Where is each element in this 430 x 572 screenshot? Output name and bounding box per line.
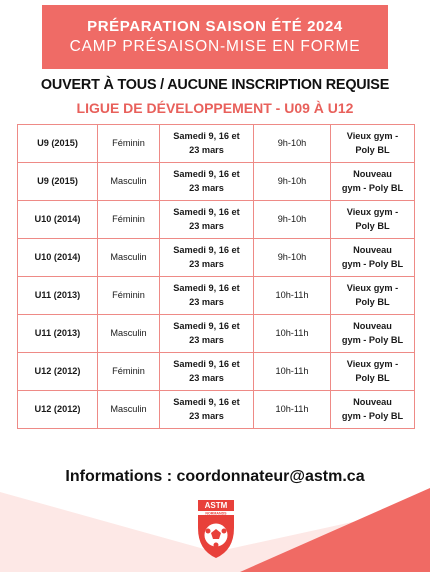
age-cell-text: U10 (2014) xyxy=(34,251,81,262)
subtitle: OUVERT À TOUS / AUCUNE INSCRIPTION REQUISE xyxy=(40,77,390,93)
date-cell-text: 23 mars xyxy=(189,372,224,383)
date-cell xyxy=(160,239,254,277)
date-cell-text: Samedi 9, 16 et xyxy=(173,321,240,332)
location-cell xyxy=(331,353,415,391)
time-cell-text: 9h-10h xyxy=(277,251,307,262)
date-cell xyxy=(160,315,254,353)
age-cell-text: U11 (2013) xyxy=(34,289,81,300)
date-cell-text: 23 mars xyxy=(189,220,224,231)
age-cell-text: U10 (2014) xyxy=(34,213,81,224)
location-cell-text: Nouveau xyxy=(353,169,392,180)
gender-cell xyxy=(98,125,160,163)
date-cell-text: 23 mars xyxy=(189,296,224,307)
location-cell-text: Vieux gym - xyxy=(346,283,399,294)
location-cell xyxy=(331,163,415,201)
date-cell-text: Samedi 9, 16 et xyxy=(173,207,240,218)
location-cell-text: Poly BL xyxy=(355,296,390,307)
date-cell-text: Samedi 9, 16 et xyxy=(173,169,240,180)
location-cell xyxy=(331,315,415,353)
club-crest-logo xyxy=(196,498,236,560)
location-cell-text: gym - Poly BL xyxy=(341,410,404,421)
time-cell xyxy=(254,277,331,315)
schedule-table xyxy=(17,124,415,429)
table-row xyxy=(18,163,415,201)
gender-cell xyxy=(98,277,160,315)
date-cell-text: Samedi 9, 16 et xyxy=(173,245,240,256)
gender-cell xyxy=(98,315,160,353)
gender-cell-text: Masculin xyxy=(110,251,147,262)
time-cell xyxy=(254,353,331,391)
location-cell-text: gym - Poly BL xyxy=(341,334,404,345)
age-cell xyxy=(18,163,98,201)
table-row xyxy=(18,391,415,429)
age-cell xyxy=(18,125,98,163)
time-cell xyxy=(254,163,331,201)
age-cell-text: U9 (2015) xyxy=(37,137,78,148)
location-cell-text: gym - Poly BL xyxy=(341,182,404,193)
gender-cell-text: Féminin xyxy=(112,137,145,148)
gender-cell-text: Masculin xyxy=(110,327,147,338)
time-cell-text: 10h-11h xyxy=(275,289,309,300)
location-cell-text: Vieux gym - xyxy=(346,131,399,142)
location-cell-text: Vieux gym - xyxy=(346,359,399,370)
date-cell xyxy=(160,125,254,163)
title-banner xyxy=(42,5,388,69)
logo-text-2: NORMANDS xyxy=(205,511,227,516)
date-cell-text: Samedi 9, 16 et xyxy=(173,131,240,142)
date-cell-text: 23 mars xyxy=(189,334,224,345)
time-cell xyxy=(254,315,331,353)
age-cell-text: U12 (2012) xyxy=(34,403,81,414)
table-row xyxy=(18,277,415,315)
date-cell-text: Samedi 9, 16 et xyxy=(173,397,240,408)
date-cell-text: Samedi 9, 16 et xyxy=(173,283,240,294)
gender-cell-text: Féminin xyxy=(112,365,145,376)
time-cell-text: 9h-10h xyxy=(277,137,307,148)
location-cell xyxy=(331,391,415,429)
date-cell xyxy=(160,391,254,429)
time-cell-text: 10h-11h xyxy=(275,403,309,414)
date-cell xyxy=(160,277,254,315)
location-cell-text: Nouveau xyxy=(353,397,392,408)
date-cell xyxy=(160,353,254,391)
date-cell-text: 23 mars xyxy=(189,182,224,193)
age-cell-text: U9 (2015) xyxy=(37,175,78,186)
location-cell-text: Poly BL xyxy=(355,144,390,155)
table-row xyxy=(18,239,415,277)
location-cell-text: Poly BL xyxy=(355,220,390,231)
time-cell xyxy=(254,391,331,429)
time-cell-text: 10h-11h xyxy=(275,365,309,376)
age-cell xyxy=(18,391,98,429)
gender-cell-text: Masculin xyxy=(110,403,147,414)
location-cell xyxy=(331,239,415,277)
time-cell xyxy=(254,239,331,277)
age-cell xyxy=(18,239,98,277)
age-cell-text: U11 (2013) xyxy=(34,327,81,338)
location-cell-text: Nouveau xyxy=(353,245,392,256)
date-cell-text: Samedi 9, 16 et xyxy=(173,359,240,370)
gender-cell-text: Féminin xyxy=(112,289,145,300)
time-cell-text: 9h-10h xyxy=(277,213,307,224)
gender-cell xyxy=(98,201,160,239)
table-row xyxy=(18,201,415,239)
age-cell xyxy=(18,353,98,391)
time-cell-text: 10h-11h xyxy=(275,327,309,338)
gender-cell xyxy=(98,239,160,277)
contact-info: Informations : coordonnateur@astm.ca xyxy=(65,468,365,485)
title-line-1: PRÉPARATION SAISON ÉTÉ 2024 xyxy=(87,18,343,35)
location-cell-text: gym - Poly BL xyxy=(341,258,404,269)
time-cell xyxy=(254,125,331,163)
title-line-2: CAMP PRÉSAISON-MISE EN FORME xyxy=(69,38,361,55)
gender-cell xyxy=(98,163,160,201)
table-row xyxy=(18,315,415,353)
age-cell xyxy=(18,315,98,353)
location-cell-text: Poly BL xyxy=(355,372,390,383)
location-cell-text: Nouveau xyxy=(353,321,392,332)
table-row xyxy=(18,125,415,163)
location-cell xyxy=(331,125,415,163)
location-cell xyxy=(331,201,415,239)
table-row xyxy=(18,353,415,391)
date-cell-text: 23 mars xyxy=(189,410,224,421)
gender-cell-text: Masculin xyxy=(110,175,147,186)
time-cell xyxy=(254,201,331,239)
location-cell xyxy=(331,277,415,315)
date-cell-text: 23 mars xyxy=(189,258,224,269)
age-cell xyxy=(18,277,98,315)
gender-cell xyxy=(98,353,160,391)
date-cell-text: 23 mars xyxy=(189,144,224,155)
date-cell xyxy=(160,163,254,201)
time-cell-text: 9h-10h xyxy=(277,175,307,186)
league-title: LIGUE DE DÉVELOPPEMENT - U09 À U12 xyxy=(76,100,354,116)
gender-cell xyxy=(98,391,160,429)
logo-text-1: ASTM xyxy=(204,501,228,510)
location-cell-text: Vieux gym - xyxy=(346,207,399,218)
age-cell xyxy=(18,201,98,239)
age-cell-text: U12 (2012) xyxy=(34,365,81,376)
date-cell xyxy=(160,201,254,239)
gender-cell-text: Féminin xyxy=(112,213,145,224)
